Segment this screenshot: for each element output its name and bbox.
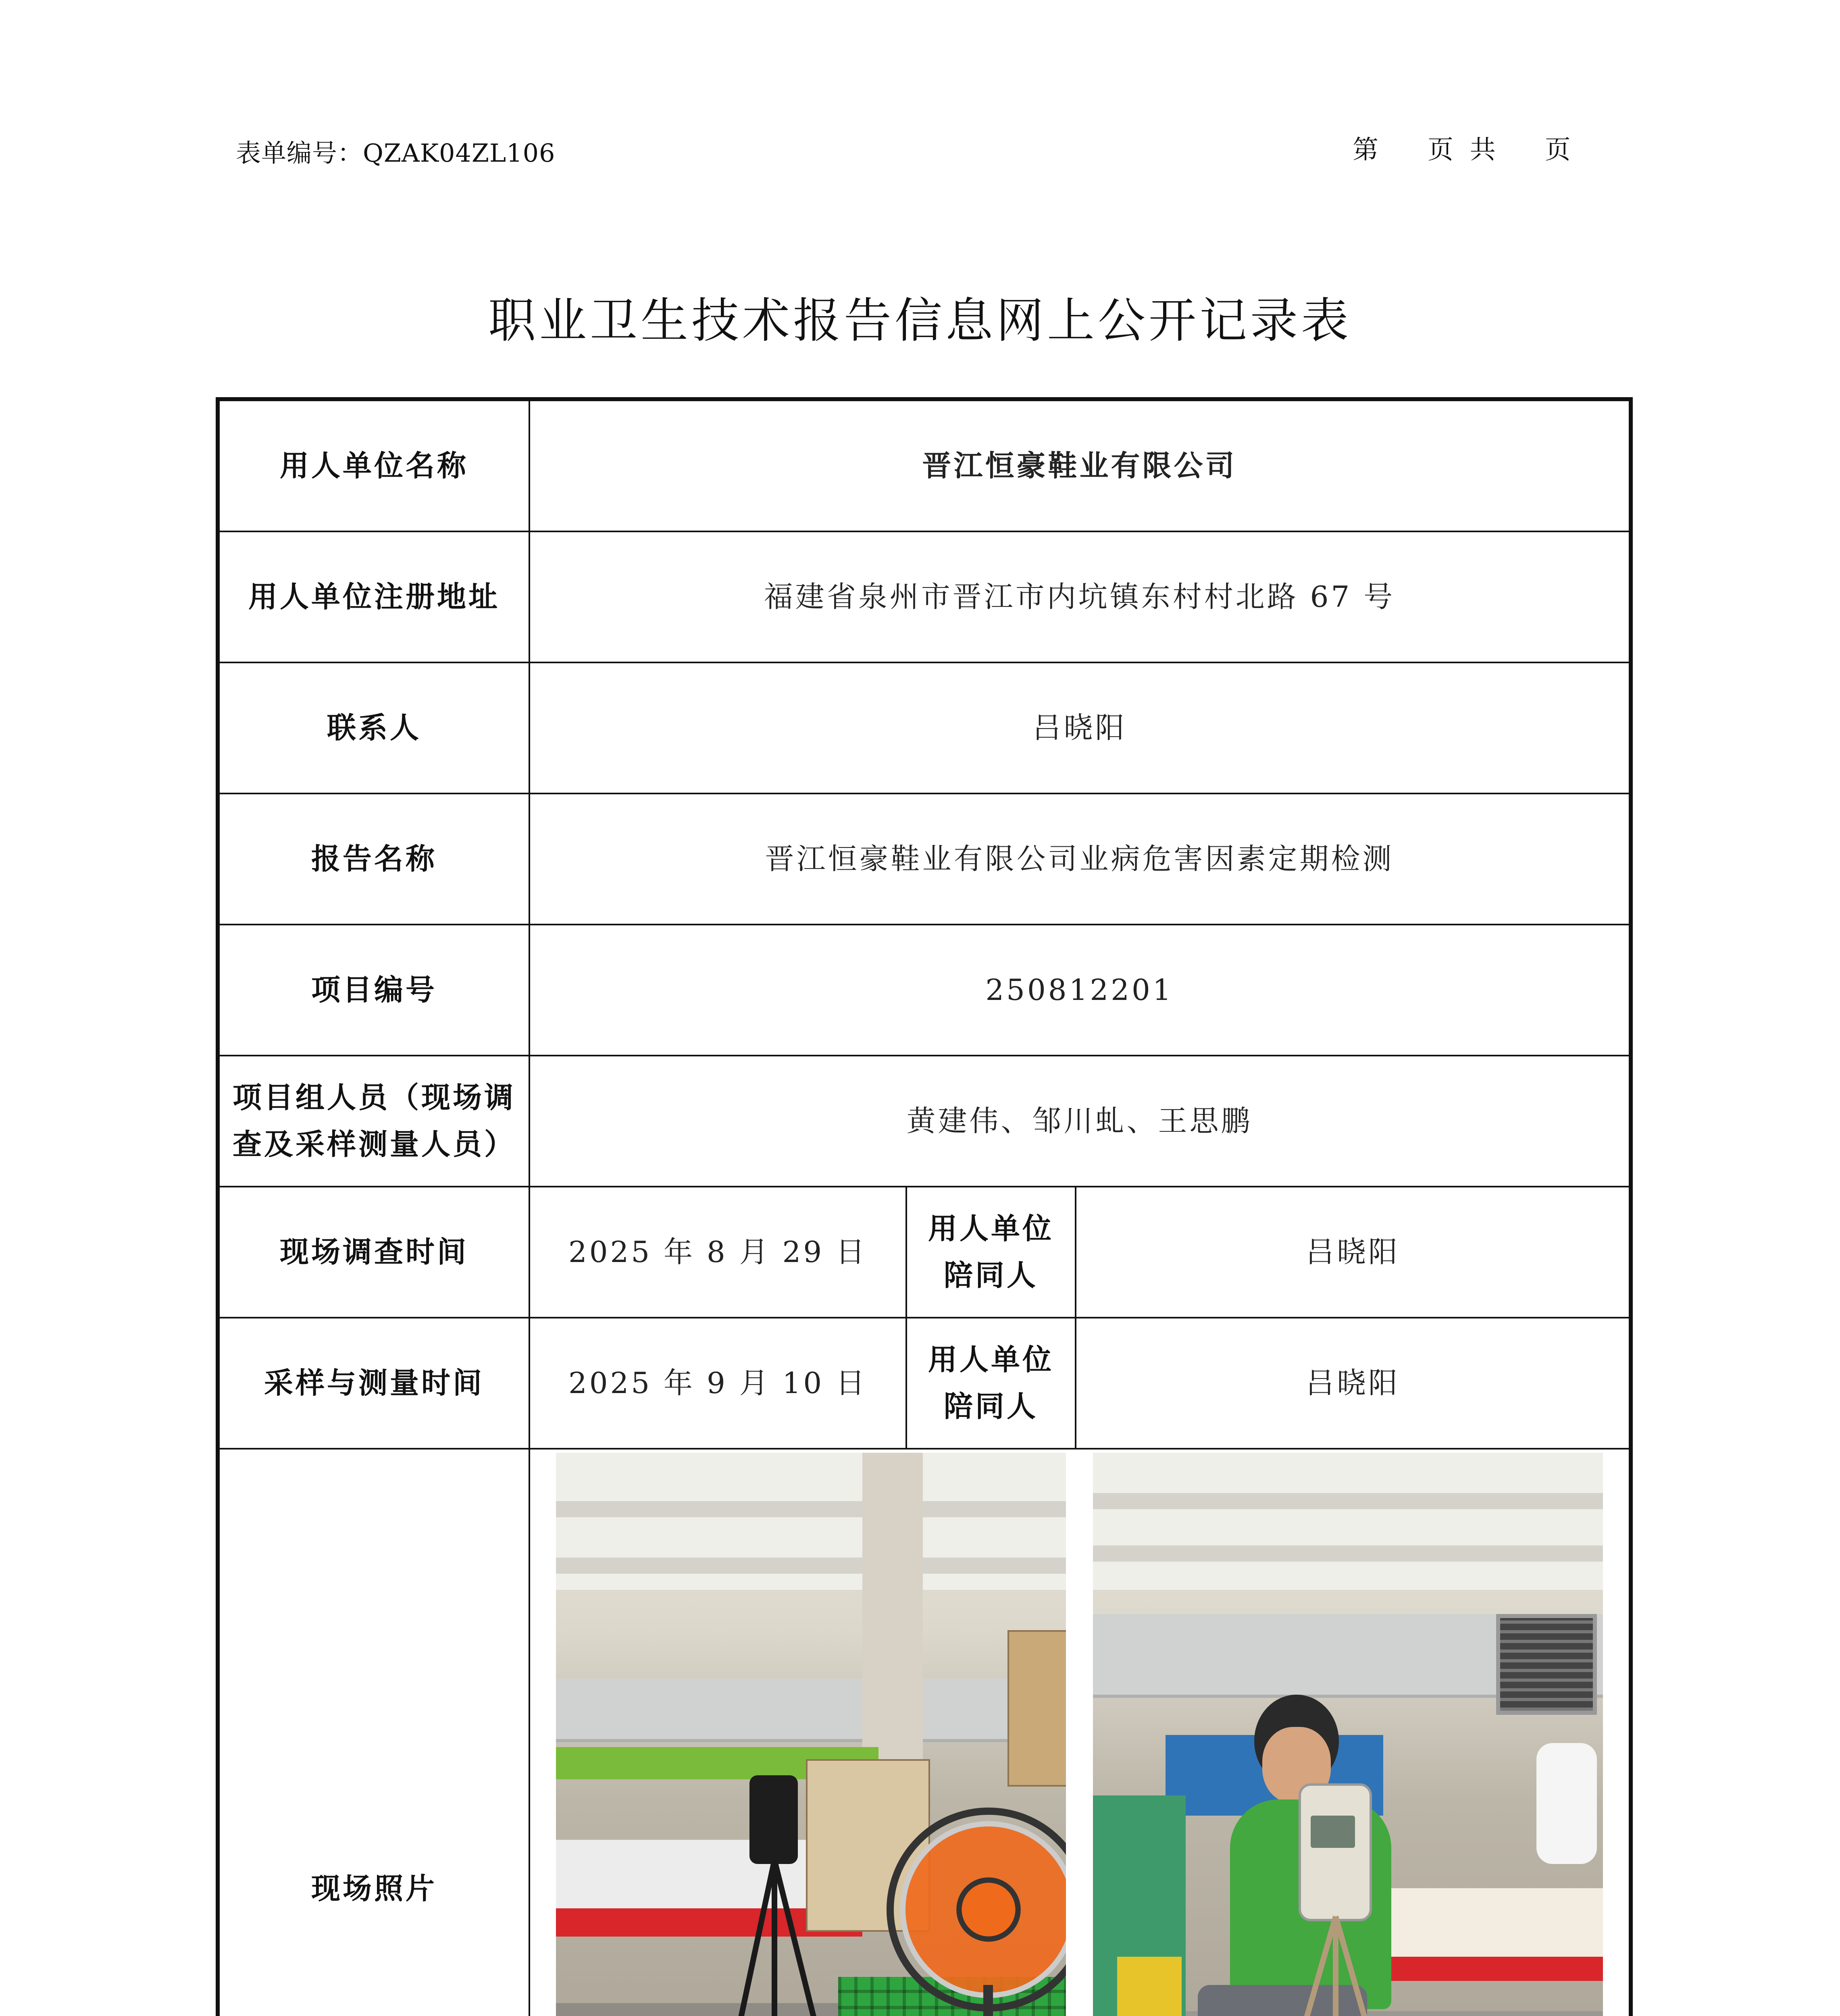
employer-address-label: 用人单位注册地址 <box>220 532 530 663</box>
employer-name-value: 晋江恒豪鞋业有限公司 <box>530 401 1629 532</box>
project-number-label: 项目编号 <box>220 925 530 1056</box>
employer-address-value: 福建省泉州市晋江市内坑镇东村村北路 67 号 <box>530 532 1629 663</box>
photo-exhaust-fan <box>1496 1614 1597 1715</box>
photo-worker-pants <box>1198 1985 1367 2016</box>
report-name-label: 报告名称 <box>220 794 530 925</box>
form-number-value: QZAK04ZL106 <box>363 138 556 168</box>
team-label-line1: 项目组人员（现场调 <box>232 1081 516 1115</box>
report-name-value: 晋江恒豪鞋业有限公司业病危害因素定期检测 <box>530 794 1629 925</box>
page-indicator: 第 页 共 页 <box>1353 135 1571 165</box>
site-photos-label: 现场照片 <box>220 1450 530 2016</box>
survey-escort-label-line1: 用人单位 <box>928 1212 1054 1246</box>
site-photo-sampler <box>556 1453 1066 2016</box>
form-number-label: 表单编号： <box>236 138 363 168</box>
sampling-escort-label-line2: 陪同人 <box>943 1389 1038 1423</box>
sampling-escort-value: 吕晓阳 <box>1076 1318 1629 1450</box>
photo-beam <box>556 1558 1066 1574</box>
survey-time-label: 现场调查时间 <box>220 1187 530 1318</box>
sampling-escort-label-line1: 用人单位 <box>928 1343 1054 1377</box>
form-number <box>236 133 556 169</box>
record-table <box>216 397 1633 2016</box>
page-title: 职业卫生技术报告信息网上公开记录表 <box>488 293 1352 348</box>
site-photos <box>530 1450 1629 2016</box>
survey-escort-label-line2: 陪同人 <box>943 1258 1038 1292</box>
sampling-time-label: 采样与测量时间 <box>220 1318 530 1450</box>
photo-yellow-panel <box>1117 1957 1182 2016</box>
photo-sound-level-meter <box>1299 1783 1372 1921</box>
photo-tripod-leg <box>772 1860 777 2016</box>
photo-cardboard-box <box>1007 1630 1066 1787</box>
photo-pillar <box>862 1453 923 1759</box>
project-number-value: 250812201 <box>530 925 1629 1056</box>
contact-value: 吕晓阳 <box>530 663 1629 794</box>
photo-beam <box>1093 1493 1603 1509</box>
photo-tripod-leg <box>1333 1916 1338 2016</box>
survey-escort-label <box>907 1187 1076 1318</box>
team-label <box>220 1056 530 1187</box>
survey-escort-value: 吕晓阳 <box>1076 1187 1629 1318</box>
sampling-escort-label <box>907 1318 1076 1450</box>
team-label-line2: 查及采样测量人员） <box>232 1127 516 1161</box>
survey-time-value: 2025 年 8 月 29 日 <box>530 1187 907 1318</box>
photo-beam <box>1093 1545 1603 1562</box>
photo-background-worker <box>1536 1743 1597 1864</box>
photo-ceiling <box>1093 1453 1603 1590</box>
site-photo-sound-meter <box>1093 1453 1603 2016</box>
photo-sampler-device <box>749 1775 798 1864</box>
photo-beam <box>556 1501 1066 1517</box>
employer-name-label: 用人单位名称 <box>220 401 530 532</box>
team-value: 黄建伟、邹川虬、王思鹏 <box>530 1056 1629 1187</box>
photo-duct <box>556 1679 1066 1742</box>
contact-label: 联系人 <box>220 663 530 794</box>
sampling-time-value: 2025 年 9 月 10 日 <box>530 1318 907 1450</box>
photo-fan-stand <box>983 1985 993 2016</box>
photo-meter-screen <box>1311 1816 1355 1848</box>
